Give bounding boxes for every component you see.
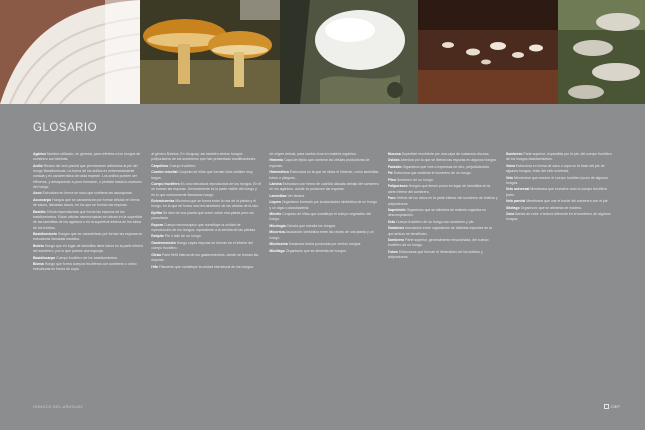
glossary-definition: Micorriza que se forma entre la raíz de la planta y el hongo, en la que se forma una red alrededor de las células de la raíz. bbox=[151, 199, 259, 209]
glossary-entry bbox=[506, 199, 616, 204]
glossary-term: Basidiocarpo bbox=[33, 255, 56, 260]
glossary-definition: Estructura en la que se ubica el himenio, como laminillas, tubos o pliegues. bbox=[269, 170, 380, 180]
glossary-definition: Capa de tejido que contiene las células productoras de esporas. bbox=[269, 158, 370, 168]
glossary-term: Zona bbox=[505, 212, 515, 217]
glossary-entry bbox=[269, 249, 379, 254]
glossary-entry bbox=[269, 224, 379, 229]
glossary-entry bbox=[269, 212, 379, 223]
glossary-definition: Restos del velo parcial que permanecen adheridos al pie del hongo Basidiomicota. La forma de los anillos es extremadamente variada y es característica de cada especie. Los anillos pueden ser effmeros, y desaparecer a poco formarse, o persistir hasta la madurez del hongo. bbox=[33, 163, 142, 189]
glossary-entry bbox=[269, 230, 379, 241]
glossary-entry bbox=[33, 232, 143, 243]
glossary-definition: Sustancia tóxica producida por ciertos hongos. bbox=[288, 242, 362, 247]
glossary-definition: Estructuras que forman el himenóforo de los boletos y poliporáceos. bbox=[387, 249, 483, 260]
logo-mark-icon bbox=[604, 404, 609, 409]
glossary-entry bbox=[151, 164, 261, 169]
glossary-term: Simbiosis bbox=[387, 226, 405, 231]
glossary-term: Himenóforo bbox=[269, 170, 290, 175]
glossary-entry bbox=[388, 152, 498, 157]
glossary-term: Basidiomiceto bbox=[33, 232, 57, 237]
glossary-definition: Cuerpo fructífero de un hongo con sombrero y pie. bbox=[396, 219, 475, 224]
glossary-term: Asco bbox=[33, 191, 42, 196]
glossary-entry bbox=[269, 158, 379, 169]
glossary-entry bbox=[506, 176, 616, 187]
glossary-term: Agárico bbox=[33, 152, 47, 156]
glossary-term: Estípite bbox=[151, 234, 164, 239]
glossary-entry bbox=[33, 152, 143, 163]
glossary-entry bbox=[151, 223, 261, 234]
glossary-definition: Estructura con forma de cuchilla ubicada debajo del sombrero en los agáricos, donde se producen las esporas. bbox=[269, 182, 379, 192]
glossary-entry bbox=[33, 262, 143, 273]
footer-logo bbox=[604, 404, 620, 409]
glossary-definition: Hongos que se caracterizan por formar células en forma de sacos, llamadas ascos, en los que se forman las esporas. bbox=[33, 197, 140, 208]
glossary-definition: Hongos que tienen poros en lugar de laminillas en la parte inferior del sombrero. bbox=[387, 184, 491, 194]
glossary-definition: Orificio de los tubos en la parte inferior del sombrero de boletos y poliporáceos. bbox=[387, 196, 498, 206]
glossary-term: Cuerpo fructífero bbox=[151, 182, 180, 187]
glossary-definition: Conjunto de hifas que constituye el cuerpo vegetativo del hongo. bbox=[269, 212, 371, 222]
glossary-term: Boleto bbox=[33, 243, 44, 248]
glossary-term: Velo parcial bbox=[505, 199, 526, 204]
glossary-entry bbox=[33, 191, 143, 196]
photo-white-mushroom-cap bbox=[280, 0, 418, 104]
glossary-column-4 bbox=[388, 152, 498, 402]
glossary-definition: Sombrero de un hongo. bbox=[396, 177, 434, 182]
glossary-definition: Superficie recubierta por una capa de sustancia viscosa. bbox=[401, 152, 490, 156]
glossary-definition: Asociación simbiótica entre las raíces de una planta y un hongo. bbox=[269, 230, 374, 240]
glossary-term: Micología bbox=[269, 223, 286, 228]
glossary-column-2 bbox=[151, 152, 261, 402]
glossary-entry bbox=[506, 164, 616, 175]
glossary-term: Basidio bbox=[33, 209, 46, 214]
glossary-term: Laminillas bbox=[269, 193, 287, 198]
glossary-term: Pie bbox=[387, 171, 393, 176]
glossary-term: Sombrero bbox=[387, 238, 405, 243]
glossary-definition: Parte superior, expandida por el pie, del cuerpo fructífero de los hongos basidiomicetos. bbox=[505, 152, 612, 162]
glossary-term: Lámina bbox=[269, 182, 282, 187]
glossary-term: Velo bbox=[505, 175, 514, 180]
glossary-definition: Pie o tallo de un hongo. bbox=[164, 234, 202, 239]
glossary-entry bbox=[33, 256, 143, 261]
glossary-definition: Cuerpo microscópico que constituye la unidad de reproducción de los hongos; equivalente a la semilla de las plantas. bbox=[151, 222, 257, 232]
glossary-term: Mucosa bbox=[387, 152, 401, 156]
glossary-entry bbox=[388, 165, 498, 170]
glossary-term: Espora bbox=[151, 222, 164, 227]
glossary-term: Ectomicorriza bbox=[151, 199, 175, 204]
glossary-term: Carpóforo bbox=[151, 163, 169, 168]
glossary-definition: Hongo cuyas esporas se forman en el interior del cuerpo fructífero. bbox=[151, 240, 253, 251]
glossary-entry bbox=[506, 206, 616, 211]
glossary-definition: Filamento que constituye la unidad estructural de los hongos. bbox=[158, 264, 254, 269]
glossary-term: Micelio bbox=[269, 212, 282, 217]
glossary-definition: Hongo que en lugar de laminillas tiene tubos en la parte inferior del sombrero, por lo que parece una esponja. bbox=[33, 243, 144, 254]
glossary-definition: Parte fértil interna de los gasteromicetos, donde se forman las esporas. bbox=[151, 252, 259, 263]
glossary-entry bbox=[151, 241, 261, 252]
glossary-definition: Organismo que se alimenta de materia orgánica en descomposición. bbox=[387, 207, 487, 218]
glossary-definition: Organismo que vive a expensas de otro, perjudicándolo. bbox=[402, 164, 490, 169]
glossary-definition: Banda de color o textura diferente en el sombrero de algunos hongos. bbox=[505, 212, 611, 222]
glossary-term: Himenio bbox=[269, 158, 284, 163]
glossary-entry bbox=[269, 152, 379, 157]
glossary-entry bbox=[506, 152, 616, 163]
photo-white-mushroom-gills bbox=[0, 0, 140, 104]
glossary-definition: Organismo formado por la asociación simbiótica de un hongo y un alga o cianobacteria. bbox=[269, 200, 378, 210]
glossary-definition: Cuerpo fructífero de los basidiomicetos. bbox=[56, 255, 118, 260]
glossary-term: Píleo bbox=[387, 177, 396, 182]
glossary-term: Micotoxina bbox=[269, 242, 288, 247]
glossary-entry bbox=[269, 194, 379, 199]
glossary-entry bbox=[269, 200, 379, 211]
glossary-entry bbox=[269, 242, 379, 247]
glossary-term: Hifa bbox=[151, 264, 158, 269]
glossary-term: Micorriza bbox=[269, 230, 285, 235]
glossary-definition: Ciencia que estudia los hongos. bbox=[286, 223, 337, 228]
glossary-term: Gasteromiceto bbox=[151, 240, 176, 245]
glossary-term: Ascocarpo bbox=[33, 197, 52, 202]
glossary-column-5 bbox=[506, 152, 616, 402]
glossary-entry bbox=[151, 253, 261, 264]
photo-orange-mushrooms bbox=[140, 0, 280, 104]
glossary-definition: Organismo que se alimenta de madera. bbox=[520, 205, 583, 210]
glossary-panel bbox=[0, 104, 645, 430]
glossary-entry bbox=[151, 152, 261, 163]
glossary-entry bbox=[388, 196, 498, 207]
glossary-entry bbox=[506, 212, 616, 223]
glossary-term: Velo universal bbox=[505, 187, 530, 192]
glossary-definition: Membrana que envuelve todo el cuerpo fructífero joven. bbox=[505, 187, 607, 197]
glossary-entry bbox=[151, 182, 261, 198]
glossary-definition: Abertura por la que se liberan las esporas en algunos hongos. bbox=[400, 158, 497, 163]
glossary-entry bbox=[388, 171, 498, 176]
glossary-definition: Estructura que sostiene el sombrero de un hongo. bbox=[393, 171, 472, 176]
glossary-definition: Nombre utilizado, en general, para referirse a los hongos de sombrero con láminas. bbox=[33, 152, 141, 162]
glossary-definition: al género Boletus. En Uruguay, así también ciertos hongos poliporáceos de los sombreros que han presentado modificaciones. bbox=[151, 152, 257, 162]
glossary-definition: Cuerpo fructífero. bbox=[169, 163, 197, 168]
glossary-entry bbox=[269, 170, 379, 181]
glossary-column-3 bbox=[269, 152, 379, 402]
glossary-definition: Hongos que se caracterizan por formar las esporas en estructuras llamadas basidios. bbox=[33, 232, 143, 242]
glossary-term: Xilófago bbox=[505, 205, 520, 210]
photo-strip bbox=[0, 0, 645, 104]
glossary-definition: Conjunto de hifas que forman hilos visibles muy largos. bbox=[151, 170, 253, 180]
glossary-entry bbox=[151, 199, 261, 210]
glossary-term: Tubos bbox=[387, 249, 398, 254]
glossary-term: Parásito bbox=[387, 164, 402, 169]
glossary-definition: Organismo que se alimenta de hongos. bbox=[285, 248, 347, 253]
glossary-entry bbox=[388, 226, 498, 237]
glossary-entry bbox=[33, 198, 143, 209]
glossary-entry bbox=[33, 164, 143, 190]
glossary-definition: Se dice de una planta que crece sobre otra planta pero sin parasitarla. bbox=[151, 210, 254, 221]
footer-book-title: HONGOS DEL URUGUAY bbox=[33, 405, 84, 409]
glossary-term: Sombrero bbox=[505, 152, 523, 156]
glossary-term: Bioma bbox=[33, 262, 44, 267]
glossary-column-1 bbox=[33, 152, 143, 402]
glossary-term: Poliporáceo bbox=[387, 184, 408, 189]
glossary-term: Saprótrofo bbox=[387, 207, 406, 212]
glossary-definition: Membrana que recubre el cuerpo fructífero joven de algunos hongos. bbox=[505, 175, 608, 185]
glossary-definition: Parte superior, generalmente ensanchada, del cuerpo fructífero de un hongo. bbox=[387, 238, 489, 248]
glossary-term: Anillo bbox=[33, 163, 43, 168]
glossary-term: Liquen bbox=[269, 200, 281, 205]
glossary-entry bbox=[151, 265, 261, 270]
glossary-term: Volva bbox=[505, 163, 515, 168]
glossary-entry bbox=[33, 210, 143, 231]
glossary-columns bbox=[33, 152, 616, 402]
footer-logo-text: CIEP bbox=[610, 404, 620, 409]
glossary-entry bbox=[388, 158, 498, 163]
photo-small-mushrooms-wood bbox=[418, 0, 558, 104]
glossary-term: Gleba bbox=[151, 252, 161, 257]
glossary-definition: Estructura en forma de saco que contiene las ascosporas. bbox=[42, 191, 133, 196]
glossary-term: Epífita bbox=[151, 210, 162, 215]
glossary-term: Poro bbox=[387, 196, 396, 201]
glossary-entry bbox=[388, 238, 498, 249]
glossary-entry bbox=[151, 234, 261, 239]
glossary-term: Seta bbox=[387, 219, 396, 224]
glossary-entry bbox=[151, 211, 261, 222]
glossary-entry bbox=[388, 220, 498, 225]
glossary-definition: Hongo que forma cuerpos fructíferos con sombrero o como estructuras en forma de copa. bbox=[33, 262, 137, 272]
glossary-entry bbox=[388, 178, 498, 183]
glossary-entry bbox=[388, 208, 498, 219]
glossary-definition: de origen animal, para suelos ricos en materia orgánica. bbox=[269, 152, 357, 156]
glossary-entry bbox=[388, 250, 498, 261]
glossary-term: Cordón micelial bbox=[151, 170, 178, 175]
glossary-entry bbox=[269, 182, 379, 193]
glossary-definition: Es una estructura reproductiva de los hongos. En él se forman las esporas. Generalmente es la parte visible del hongo y es lo que comúnmente llamamos hongo. bbox=[151, 182, 262, 197]
glossary-definition: Estructura en forma de saco o copa en la base del pie de algunos hongos, resto del velo universal. bbox=[505, 163, 605, 174]
glossary-term: Ostiolo bbox=[387, 158, 400, 163]
glossary-entry bbox=[388, 184, 498, 195]
glossary-entry bbox=[33, 244, 143, 255]
glossary-definition: Membrana que une el borde del sombrero con el pie. bbox=[526, 199, 609, 204]
glossary-definition: Ver lámina. bbox=[287, 193, 306, 198]
page-title: GLOSARIO bbox=[33, 122, 98, 134]
glossary-entry bbox=[151, 170, 261, 181]
glossary-definition: Asociación entre organismos de distintas especies en la que ambos se benefician. bbox=[387, 226, 492, 236]
glossary-definition: Célula especializada que forma las esporas de los basidiomicetos. Estas células microscópicas se ubican en la superficie de las laminillas de los agáricos o en la superficie interna de los tubos de los boletos. bbox=[33, 209, 143, 230]
photo-bracket-fungi bbox=[558, 0, 645, 104]
glossary-term: Micófago bbox=[269, 248, 285, 253]
glossary-entry bbox=[506, 187, 616, 198]
